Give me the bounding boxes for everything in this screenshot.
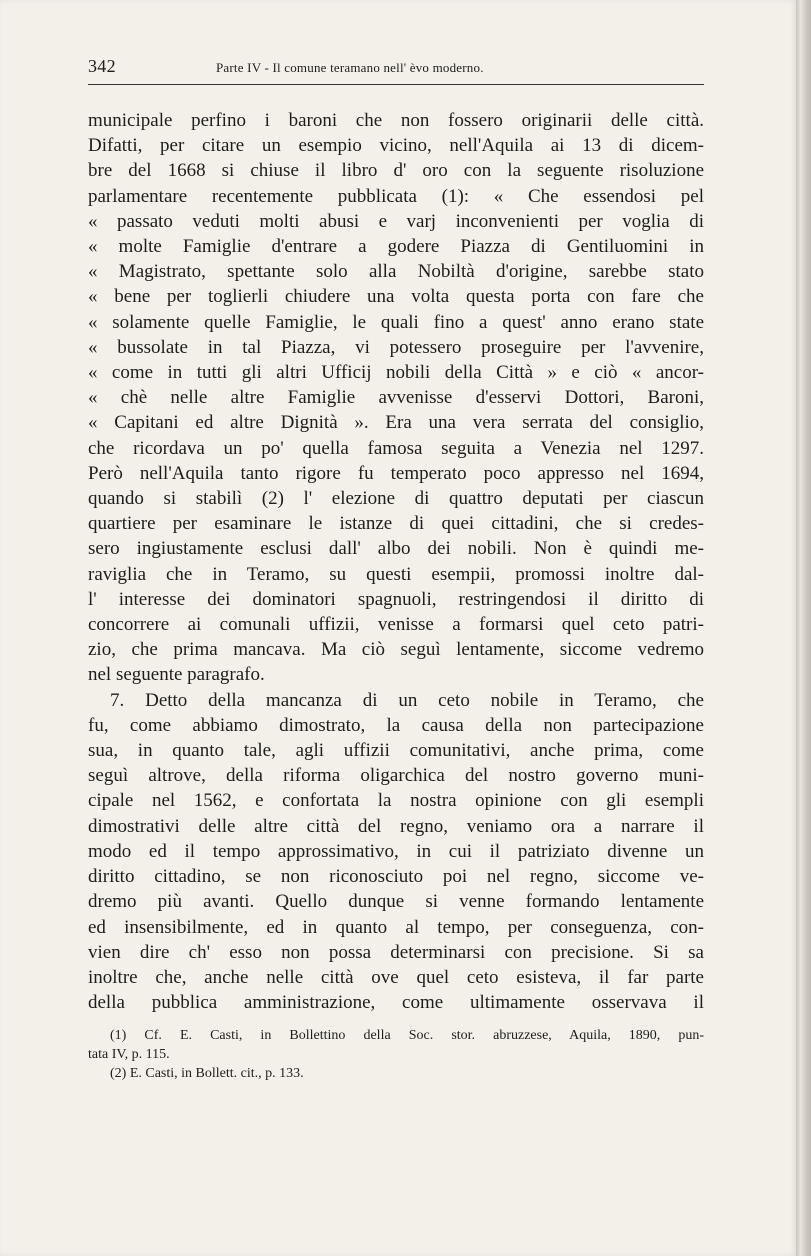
text-line: l' interesse dei dominatori spagnuoli, restringendosi il diritto di	[88, 588, 704, 610]
text-line: quartiere per esaminare le istanze di quei cittadini, che si credes-	[88, 513, 704, 535]
footnotes	[88, 1026, 704, 1083]
text-line: raviglia che in Teramo, su questi esempii, promossi inoltre dal-	[88, 563, 704, 585]
text-line: « molte Famiglie d'entrare a godere Piazza di Gentiluomini in	[88, 236, 704, 258]
page-header	[88, 56, 704, 84]
text-line: « solamente quelle Famiglie, le quali fino a quest' anno erano state	[88, 311, 704, 333]
text-line: « passato veduti molti abusi e varj inconvenienti per voglia di	[88, 210, 704, 232]
text-line: « Magistrato, spettante solo alla Nobiltà d'origine, sarebbe stato	[88, 261, 704, 283]
page-number: 342	[88, 56, 116, 76]
text-line: zio, che prima mancava. Ma ciò seguì lentamente, siccome vedremo	[88, 639, 704, 661]
text-line: quando si stabilì (2) l' elezione di quattro deputati per ciascun	[88, 488, 704, 510]
text-line: « Capitani ed altre Dignità ». Era una vera serrata del consiglio,	[88, 412, 704, 434]
section-start-line: 7. Detto della mancanza di un ceto nobile in Teramo, che	[110, 689, 704, 711]
text-line: « come in tutti gli altri Ufficij nobili della Città » e ciò « ancor-	[88, 362, 704, 384]
footnote-1: (1) Cf. E. Casti, in Bollettino della Soc. stor. abruzzese, Aquila, 1890, pun-	[110, 1028, 704, 1043]
text-line: dimostrativi delle altre città del regno, veniamo ora a narrare il	[88, 815, 704, 837]
text-line: vien dire ch' esso non possa determinarsi con precisione. Si sa	[88, 941, 704, 963]
text-line: inoltre che, anche nelle città ove quel ceto esisteva, il far parte	[88, 966, 704, 988]
text-line: dremo più avanti. Quello dunque si venne formando lentamente	[88, 891, 704, 913]
text-line: ed insensibilmente, ed in quanto al tempo, per conseguenza, con-	[88, 916, 704, 938]
text-line: « chè nelle altre Famiglie avvenisse d'esservi Dottori, Baroni,	[88, 387, 704, 409]
text-line: municipale perfino i baroni che non fossero originarii delle città.	[88, 110, 704, 131]
header-rule	[88, 84, 704, 85]
running-head: Parte IV - Il comune teramano nell' èvo moderno.	[216, 60, 484, 75]
text-line: sero ingiustamente esclusi dall' albo dei nobili. Non è quindi me-	[88, 538, 704, 560]
text-line: che ricordava un po' quella famosa seguita a Venezia nel 1297.	[88, 437, 704, 459]
footnote-2: (2) E. Casti, in Bollett. cit., p. 133.	[110, 1066, 304, 1081]
page-edge	[796, 0, 811, 1256]
text-line: seguì altrove, della riforma oligarchica del nostro governo muni-	[88, 765, 704, 787]
text-line: modo ed il tempo approssimativo, in cui il patriziato divenne un	[88, 840, 704, 862]
text-line: Difatti, per citare un esempio vicino, nell'Aquila ai 13 di dicem-	[88, 135, 704, 157]
body-text	[88, 108, 704, 1015]
text-line: della pubblica amministrazione, come ultimamente osservava il	[88, 992, 704, 1014]
text-line: parlamentare recentemente pubblicata (1): « Che essendosi pel	[88, 185, 704, 207]
text-line: « bene per toglierli chiudere una volta questa porta con fare che	[88, 286, 704, 308]
text-line: sua, in quanto tale, agli uffizii comunitativi, anche prima, come	[88, 740, 704, 762]
text-line: nel seguente paragrafo.	[88, 664, 265, 686]
text-line: « bussolate in tal Piazza, vi potessero proseguire per l'avvenire,	[88, 336, 704, 358]
footnote-1-continued: tata IV, p. 115.	[88, 1047, 170, 1062]
text-line: fu, come abbiamo dimostrato, la causa della non partecipazione	[88, 714, 704, 736]
text-line: concorrere ai comunali uffizii, venisse a formarsi quel ceto patri-	[88, 614, 704, 636]
text-line: cipale nel 1562, e confortata la nostra opinione con gli esempli	[88, 790, 704, 812]
text-line: bre del 1668 si chiuse il libro d' oro con la seguente risoluzione	[88, 160, 704, 182]
text-line: Però nell'Aquila tanto rigore fu temperato poco appresso nel 1694,	[88, 462, 704, 484]
text-line: diritto cittadino, se non riconosciuto poi nel regno, siccome ve-	[88, 866, 704, 888]
